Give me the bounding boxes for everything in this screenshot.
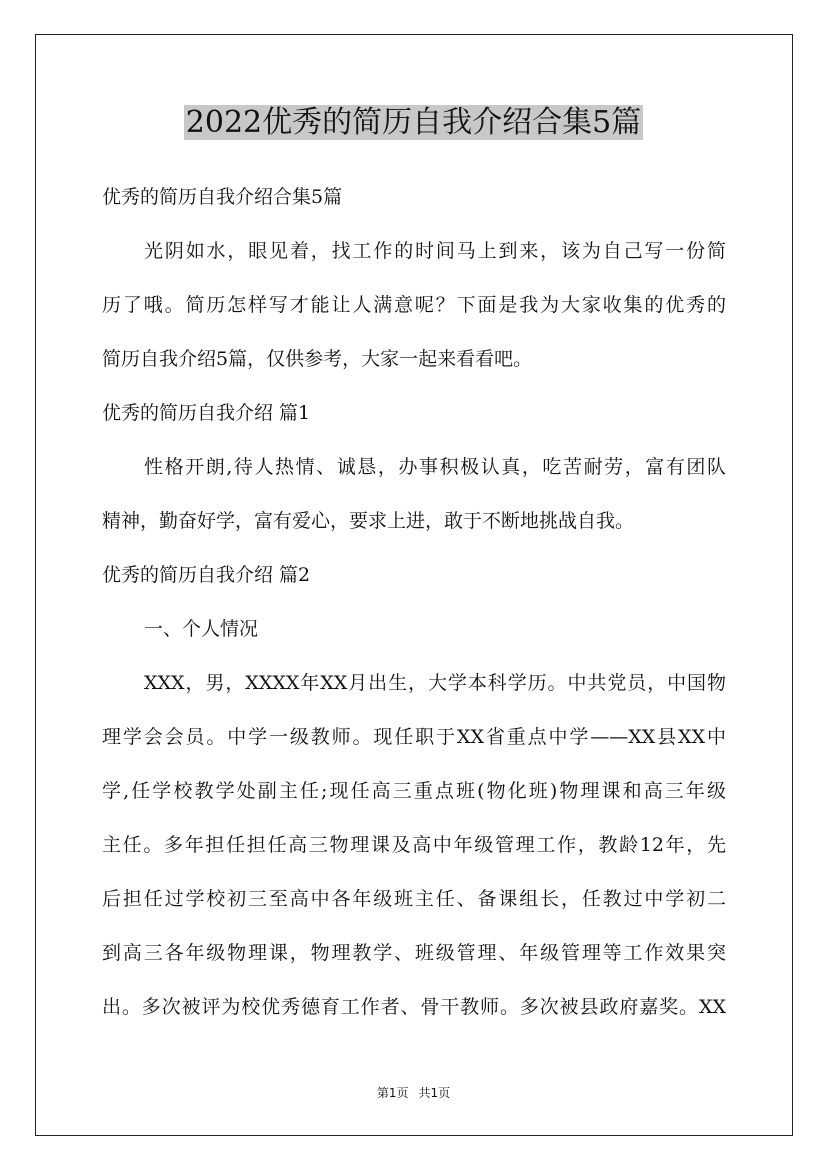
paragraph-line: 主任。多年担任担任高三物理课及高中年级管理工作，教龄12年，先	[102, 834, 726, 856]
document-body	[102, 170, 726, 1034]
paragraph-line: 后担任过学校初三至高中各年级班主任、备课组长，任教过中学初二	[102, 888, 726, 910]
paragraph-line: 简历自我介绍5篇，仅供参考，大家一起来看看吧。	[102, 348, 533, 370]
paragraph-line: 性格开朗,待人热情、诚恳，办事积极认真，吃苦耐劳，富有团队	[144, 456, 726, 478]
paragraph-line: 理学会会员。中学一级教师。现任职于XX省重点中学——XX县XX中	[102, 726, 726, 748]
section-heading: 优秀的简历自我介绍 篇2	[102, 564, 311, 586]
page-footer	[0, 1085, 827, 1101]
page-number: 第1页	[376, 1086, 409, 1100]
section-heading: 优秀的简历自我介绍 篇1	[102, 402, 311, 424]
document-title-text: 2022优秀的简历自我介绍合集5篇	[185, 105, 642, 140]
document-title	[0, 101, 827, 145]
paragraph-line: 光阴如水，眼见着，找工作的时间马上到来，该为自己写一份简	[144, 240, 726, 262]
paragraph-line: 历了哦。简历怎样写才能让人满意呢？下面是我为大家收集的优秀的	[102, 294, 726, 316]
page-total: 共1页	[418, 1086, 451, 1100]
subsection-heading: 一、个人情况	[144, 618, 259, 640]
paragraph-line: 学,任学校教学处副主任;现任高三重点班(物化班)物理课和高三年级	[102, 780, 726, 802]
paragraph-line: 精神，勤奋好学，富有爱心，要求上进，敢于不断地挑战自我。	[102, 510, 635, 532]
paragraph-line: 到高三各年级物理课，物理教学、班级管理、年级管理等工作效果突	[102, 942, 726, 964]
section-heading: 优秀的简历自我介绍合集5篇	[102, 186, 343, 208]
paragraph-line: XXX，男，XXXX年XX月出生，大学本科学历。中共党员，中国物	[144, 672, 726, 694]
paragraph-line: 出。多次被评为校优秀德育工作者、骨干教师。多次被县政府嘉奖。XX	[102, 996, 726, 1018]
